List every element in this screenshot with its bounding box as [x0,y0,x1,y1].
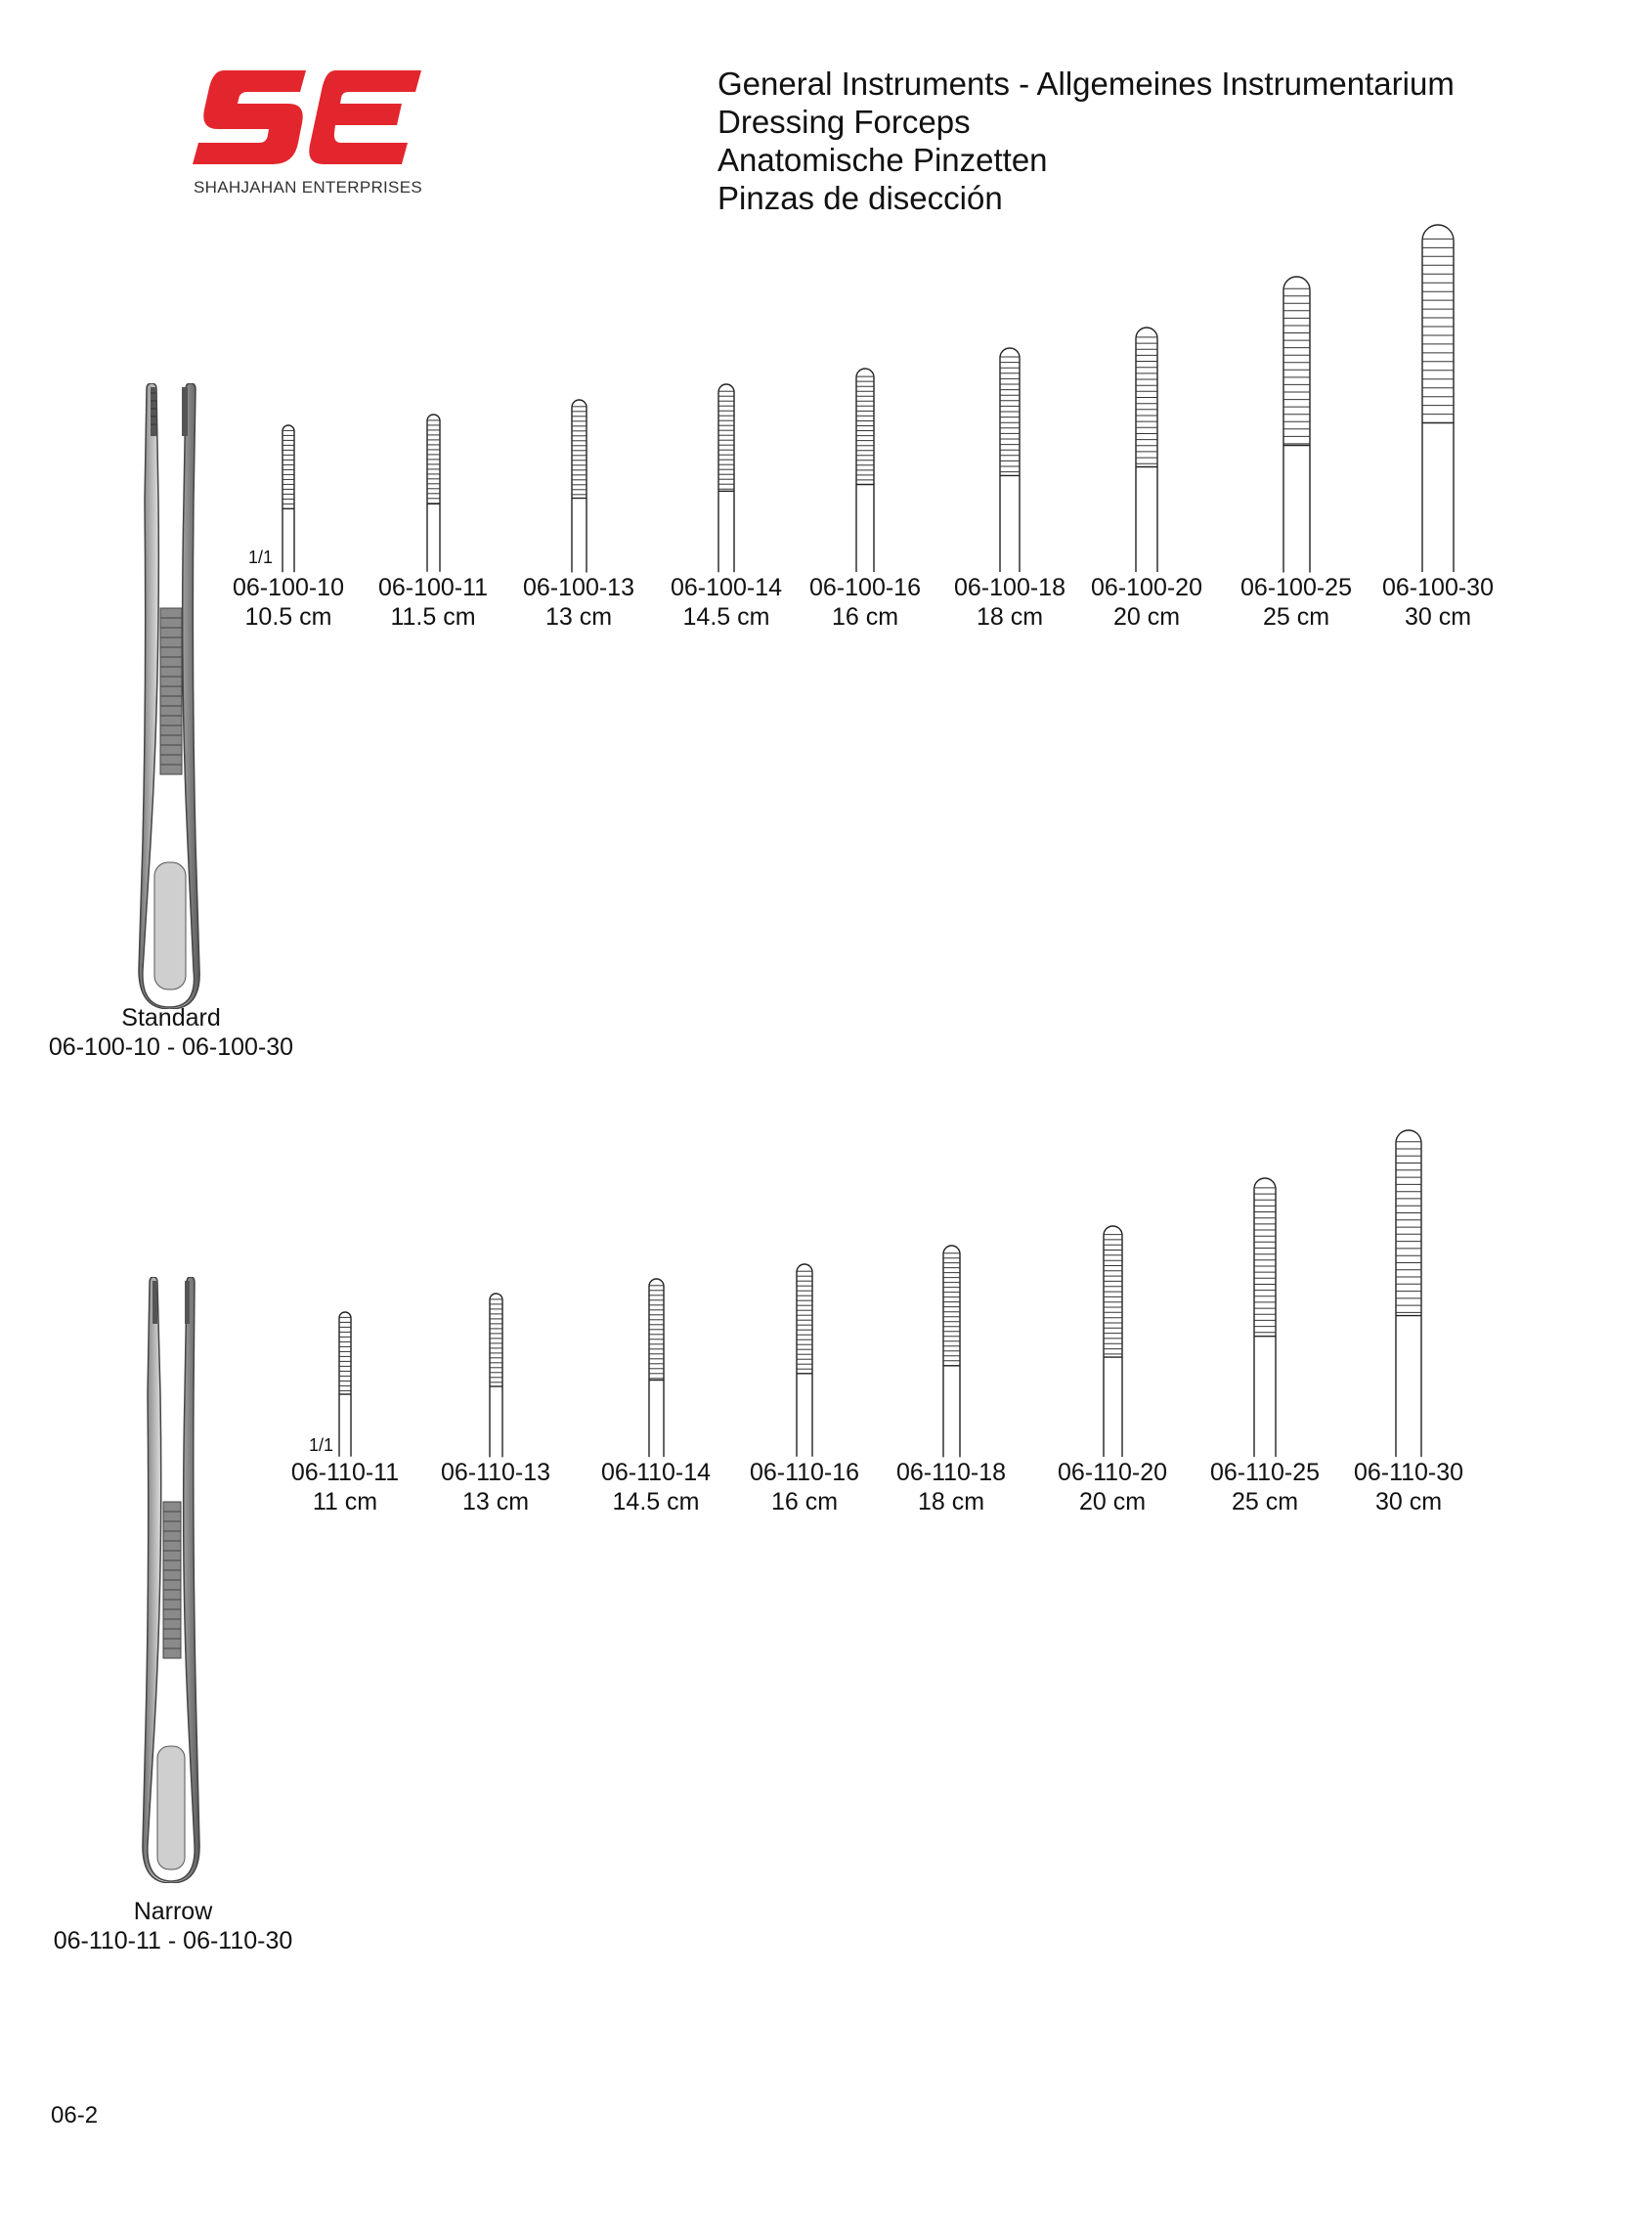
page-number: 06-2 [51,2102,99,2129]
product-code: 06-110-16 [749,1459,860,1486]
product-label [1068,573,1225,632]
product-code: 06-100-16 [809,574,921,601]
product-label [1218,573,1374,632]
logo-letter-e [309,70,421,164]
product-size: 10.5 cm [244,603,332,631]
product-label [932,573,1088,632]
product-label [1360,573,1516,632]
forceps-tip-icon [1282,276,1312,579]
product-code: 06-100-11 [377,574,489,601]
product-code: 06-110-18 [895,1459,1007,1486]
forceps-tip-icon [1102,1225,1124,1463]
product-size: 18 cm [976,603,1044,631]
product-code: 06-110-11 [290,1459,400,1486]
title-line-4: Pinzas de disección [717,180,1003,216]
forceps-tip-icon [1394,1129,1423,1463]
product-label [500,573,657,632]
variant-name: Standard [121,1004,221,1032]
product-code: 06-110-30 [1353,1459,1464,1486]
product-size: 14.5 cm [612,1488,700,1515]
se-logo-mark [191,68,425,176]
brand-name: SHAHJAHAN ENTERPRISES [194,178,422,197]
product-label [417,1458,574,1516]
variant-label-standard [20,1003,323,1062]
product-label [726,1458,883,1516]
product-size: 16 cm [770,1488,839,1515]
forceps-tip-icon [1420,224,1456,578]
product-code: 06-100-20 [1091,574,1202,601]
product-code: 06-100-14 [671,574,782,601]
product-label [1034,1458,1191,1516]
brand-logo [191,68,425,205]
product-size: 25 cm [1262,603,1330,631]
variant-label-narrow [22,1897,325,1955]
page-title-block [717,65,1455,217]
product-label [578,1458,734,1516]
product-label [873,1458,1029,1516]
product-label [1187,1458,1343,1516]
product-size: 18 cm [917,1488,985,1515]
product-label [648,573,804,632]
product-code: 06-110-25 [1209,1459,1321,1486]
product-code: 06-100-13 [523,574,634,601]
forceps-tip-icon [425,414,442,578]
product-label [355,573,511,632]
forceps-tip-icon [337,1311,353,1463]
forceps-tip-icon [941,1245,962,1463]
variant-range: 06-110-11 - 06-110-30 [53,1927,293,1954]
product-size: 11.5 cm [390,603,476,631]
product-size: 25 cm [1231,1488,1299,1515]
forceps-illustration-icon [137,383,201,1009]
product-size: 13 cm [461,1488,530,1515]
forceps-tip-icon [1252,1177,1278,1463]
product-size: 30 cm [1374,1488,1443,1515]
product-size: 16 cm [831,603,899,631]
product-code: 06-110-13 [440,1459,551,1486]
scale-label: 1/1 [309,1435,334,1455]
product-label [787,573,943,632]
scale-label: 1/1 [248,548,274,567]
forceps-tip-icon [647,1278,666,1463]
product-size: 20 cm [1078,1488,1147,1515]
forceps-tip-icon [281,424,296,578]
variant-range: 06-100-10 - 06-100-30 [48,1033,294,1061]
product-code: 06-110-20 [1057,1459,1168,1486]
logo-letter-s [193,70,306,164]
forceps-tip-icon [998,347,1022,578]
product-size: 30 cm [1404,603,1472,631]
product-label [1330,1458,1487,1516]
forceps-tip-icon [1134,327,1159,578]
product-label [210,573,367,632]
title-line-2: Dressing Forceps [717,104,971,140]
product-code: 06-100-10 [233,574,344,601]
forceps-tip-icon [854,368,876,578]
title-line-3: Anatomische Pinzetten [717,142,1048,178]
product-size: 14.5 cm [682,603,770,631]
product-size: 11 cm [312,1488,378,1515]
forceps-tip-icon [570,399,588,579]
title-line-1: General Instruments - Allgemeines Instrumentarium [717,66,1455,102]
product-size: 20 cm [1112,603,1181,631]
forceps-tip-icon [717,383,736,578]
forceps-tip-icon [488,1293,504,1463]
product-code: 06-100-30 [1382,574,1494,601]
product-code: 06-110-14 [600,1459,712,1486]
forceps-illustration-icon [142,1277,200,1883]
variant-name: Narrow [133,1898,213,1925]
forceps-tip-icon [795,1263,814,1463]
product-code: 06-100-18 [954,574,1065,601]
product-label [267,1458,423,1516]
product-size: 13 cm [544,603,613,631]
product-code: 06-100-25 [1240,574,1352,601]
